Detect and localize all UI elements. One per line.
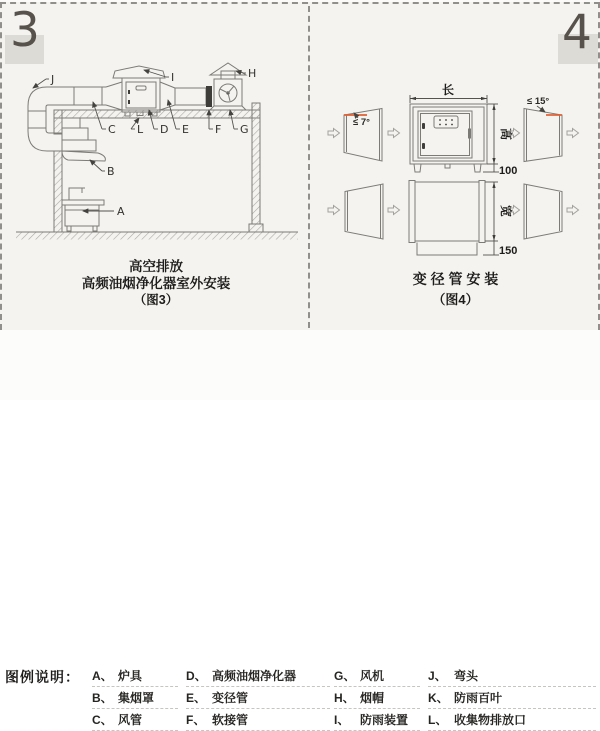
top-view-dimensions bbox=[483, 182, 517, 257]
callout-label-C: C bbox=[108, 123, 116, 136]
rain-cover bbox=[113, 66, 165, 78]
legend-label: 防雨百叶 bbox=[454, 691, 503, 705]
legend-key: A、 bbox=[92, 669, 113, 683]
indicator-dot bbox=[445, 119, 447, 121]
figure-3-caption-line-1: 高空排放 bbox=[129, 259, 183, 274]
purifier-top-view bbox=[409, 181, 485, 256]
legend-label: 风管 bbox=[118, 713, 143, 727]
legend-item-D bbox=[186, 665, 330, 687]
legend-label: 风机 bbox=[360, 669, 385, 683]
legend-item-J bbox=[428, 665, 596, 687]
front-view-dimensions bbox=[410, 82, 517, 177]
outlet-reducer-front bbox=[524, 96, 562, 162]
flow-arrow-icon bbox=[567, 206, 579, 215]
figure-4-caption-line-2: （图4） bbox=[432, 292, 479, 307]
dim-arrow bbox=[492, 104, 495, 110]
flow-arrow-icon bbox=[328, 206, 340, 215]
callout-label-G: G bbox=[240, 123, 249, 136]
fan-unit bbox=[208, 63, 248, 110]
roof-duct bbox=[175, 88, 206, 105]
callout-label-F: F bbox=[215, 123, 222, 136]
legend-label: 收集物排放口 bbox=[454, 713, 527, 727]
legend-label: 烟帽 bbox=[360, 691, 385, 705]
building-structure bbox=[16, 103, 298, 240]
legend-column-4 bbox=[428, 665, 596, 731]
flow-arrow-icon bbox=[388, 129, 400, 138]
legend-key: G、 bbox=[334, 669, 356, 683]
legend-label: 变径管 bbox=[212, 691, 249, 705]
callout-label-B: B bbox=[107, 165, 115, 178]
legend-item-K bbox=[428, 687, 596, 709]
reducer-body bbox=[345, 184, 383, 239]
purifier-hinge bbox=[128, 90, 130, 94]
figure-3-caption-line-3: （图3） bbox=[133, 293, 179, 307]
legend-item-H bbox=[334, 687, 420, 709]
cabinet-end-plate bbox=[479, 181, 485, 243]
flow-arrow-icon bbox=[328, 129, 340, 138]
stove-leg bbox=[93, 226, 97, 231]
legend-item-B bbox=[92, 687, 178, 709]
stove-top bbox=[62, 200, 104, 205]
legend-key: B、 bbox=[92, 691, 113, 705]
flexible-connector bbox=[206, 86, 212, 107]
purifier-body bbox=[122, 78, 160, 112]
legend-column-1 bbox=[92, 665, 178, 731]
purifier-vent bbox=[136, 86, 146, 90]
figure-3-caption-line-2: 高频油烟净化器室外安装 bbox=[81, 276, 231, 291]
legend-column-3 bbox=[334, 665, 420, 731]
legend-key: H、 bbox=[334, 691, 355, 705]
legend-item-C bbox=[92, 709, 178, 731]
legend bbox=[0, 330, 600, 727]
dim-arrow bbox=[410, 97, 416, 100]
legend-title: 图例说明： bbox=[5, 669, 80, 685]
legend-key: L、 bbox=[428, 713, 448, 727]
right-wall-footing bbox=[249, 224, 263, 232]
dim-label-width: 宽 bbox=[499, 204, 513, 218]
dim-arrow bbox=[492, 235, 495, 241]
reducer-body bbox=[524, 184, 562, 239]
stove-faucet bbox=[69, 188, 85, 200]
indicator-dot bbox=[451, 124, 453, 126]
flow-arrows-plan bbox=[328, 204, 579, 218]
flow-arrows-front bbox=[328, 127, 579, 141]
purifier-front-view bbox=[410, 104, 487, 172]
callout-label-J: J bbox=[51, 73, 55, 86]
dim-label-150: 150 bbox=[499, 245, 518, 257]
door-hinge bbox=[422, 123, 425, 129]
figure-4-numeral: 4 bbox=[562, 5, 592, 60]
dim-label-100: 100 bbox=[499, 165, 518, 177]
figure-3-caption bbox=[2, 258, 310, 309]
stove-leg bbox=[67, 226, 71, 231]
callout-label-A: A bbox=[117, 205, 125, 218]
elbow-duct-outer bbox=[28, 87, 106, 151]
cabinet-plan-body bbox=[415, 182, 479, 241]
indicator-dot bbox=[445, 124, 447, 126]
cabinet-inner bbox=[413, 107, 484, 161]
legend-item-L bbox=[428, 709, 596, 731]
door-hinge bbox=[422, 143, 425, 149]
riser-duct-step bbox=[62, 140, 96, 151]
legend-column-2 bbox=[186, 665, 330, 731]
riser-duct-step bbox=[62, 118, 80, 128]
outlet-transition-bottom bbox=[160, 105, 175, 110]
indicator-dot bbox=[439, 124, 441, 126]
stove-body bbox=[65, 205, 99, 226]
legend-item-I bbox=[334, 709, 420, 731]
figure-4-caption bbox=[311, 270, 600, 309]
right-wall bbox=[252, 103, 260, 224]
figure-panels bbox=[0, 2, 600, 330]
cabinet-foot bbox=[474, 164, 481, 172]
cabinet-end-plate bbox=[409, 181, 415, 243]
dim-label-length: 长 bbox=[441, 83, 455, 97]
legend-item-A bbox=[92, 665, 178, 687]
legend-key: I、 bbox=[334, 713, 350, 727]
dim-arrow bbox=[492, 158, 495, 164]
dim-arrow bbox=[492, 182, 495, 188]
outlet-reducer-plan bbox=[524, 184, 562, 239]
smoke-cap bbox=[210, 63, 246, 75]
callout-label-L: L bbox=[137, 123, 144, 136]
cabinet-drain bbox=[445, 164, 450, 168]
callout-label-D: D bbox=[160, 123, 169, 136]
legend-key: J、 bbox=[428, 669, 447, 683]
callout-label-I: I bbox=[171, 71, 175, 84]
legend-key: K、 bbox=[428, 691, 449, 705]
legend-key: F、 bbox=[186, 713, 206, 727]
legend-label: 弯头 bbox=[454, 669, 479, 683]
control-panel bbox=[434, 116, 458, 128]
legend-key: E、 bbox=[186, 691, 207, 705]
dim-label-height: 高 bbox=[499, 127, 513, 141]
left-wall-upper bbox=[54, 110, 62, 134]
legend-key: D、 bbox=[186, 669, 207, 683]
flow-arrow-icon bbox=[567, 129, 579, 138]
fan-base bbox=[208, 106, 248, 110]
cabinet-door bbox=[418, 111, 472, 158]
flow-arrow-icon bbox=[388, 206, 400, 215]
cabinet-door-inner bbox=[421, 114, 470, 156]
indicator-dot bbox=[439, 119, 441, 121]
angle-label-outlet: ≤ 15° bbox=[527, 96, 550, 107]
figure-4-caption-line-1: 变 径 管 安 装 bbox=[412, 271, 499, 287]
purifier-unit bbox=[113, 66, 165, 116]
legend-label: 防雨装置 bbox=[360, 713, 409, 727]
legend-label: 软接管 bbox=[212, 713, 249, 727]
panel-figure-3 bbox=[2, 4, 310, 332]
legend-label: 高频油烟净化器 bbox=[212, 669, 297, 683]
legend-item-F bbox=[186, 709, 330, 731]
legend-label: 集烟罩 bbox=[118, 691, 155, 705]
smoke-hood bbox=[62, 151, 105, 161]
callout-leader-B bbox=[90, 160, 102, 171]
riser-duct-step bbox=[62, 128, 88, 140]
cabinet-foot bbox=[414, 164, 421, 172]
indicator-dot bbox=[451, 119, 453, 121]
panel-figure-4 bbox=[311, 4, 600, 332]
figure-3-numeral: 3 bbox=[10, 3, 40, 58]
legend-item-E bbox=[186, 687, 330, 709]
left-wall bbox=[54, 151, 62, 232]
inlet-transition-top bbox=[106, 82, 122, 87]
legend-key: C、 bbox=[92, 713, 113, 727]
panel-divider bbox=[308, 6, 310, 328]
kitchen-equipment bbox=[62, 118, 105, 231]
ground-hatch bbox=[16, 233, 298, 240]
legend-item-G bbox=[334, 665, 420, 687]
inlet-reducer-plan bbox=[345, 184, 383, 239]
dim-arrow bbox=[481, 97, 487, 100]
legend-label: 炉具 bbox=[118, 669, 143, 683]
reducer-body bbox=[524, 109, 562, 162]
cabinet-outlet-extension bbox=[417, 243, 477, 256]
angle-label-inlet: ≤ 7° bbox=[353, 117, 370, 128]
inlet-transition-bottom bbox=[106, 105, 122, 110]
callout-label-H: H bbox=[248, 67, 257, 80]
inlet-reducer-front bbox=[344, 109, 382, 162]
callout-label-E: E bbox=[182, 123, 189, 136]
purifier-hinge bbox=[128, 100, 130, 104]
